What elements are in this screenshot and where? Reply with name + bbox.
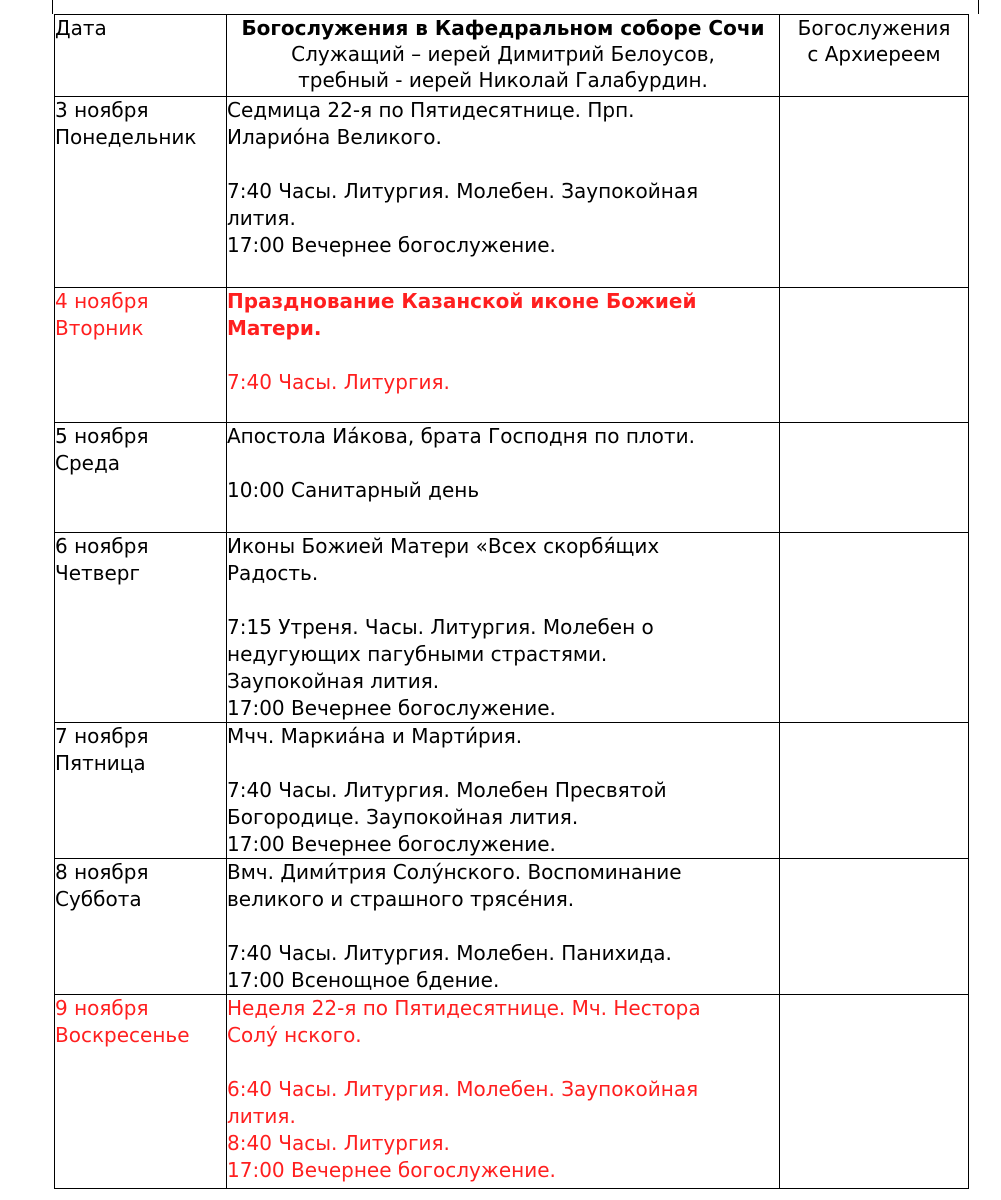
- day-weekday: Пятница: [55, 751, 146, 775]
- service-time-line: 7:15 Утреня. Часы. Литургия. Молебен о: [227, 615, 654, 639]
- bishop-header-line-1: Богослужения: [797, 16, 951, 40]
- feast-title-line: Иконы Божией Матери «Всех скорбя́щих: [227, 534, 660, 558]
- day-row: [55, 288, 969, 423]
- feast-title-line: Радость.: [227, 561, 319, 585]
- service-time-line: 6:40 Часы. Литургия. Молебен. Заупокойная: [227, 1077, 699, 1101]
- day-row: [55, 995, 969, 1189]
- day-date: 9 ноября: [55, 996, 149, 1020]
- day-weekday: Вторник: [55, 316, 144, 340]
- bishop-services-cell: [780, 995, 969, 1189]
- feast-title-line: Солу́ нского.: [227, 1023, 362, 1047]
- service-schedule-table: [54, 14, 969, 1189]
- service-time-line: лития.: [227, 206, 296, 230]
- day-services-cell: [227, 859, 780, 995]
- day-services-cell: [227, 288, 780, 423]
- spacer: [227, 587, 779, 614]
- feast-title-line: Иларио́на Великого.: [227, 125, 442, 149]
- day-services-cell: [227, 533, 780, 723]
- feast-title-line: Апостола Иа́кова, брата Господня по плоти.: [227, 424, 695, 448]
- day-row: [55, 859, 969, 995]
- day-services-cell: [227, 423, 780, 533]
- service-time-line: 7:40 Часы. Литургия. Молебен. Панихида.: [227, 941, 672, 965]
- table-top-right-border: [978, 0, 979, 14]
- feast-title-line: Празднование Казанской иконе Божией: [227, 289, 697, 313]
- cathedral-services-header: [227, 15, 780, 97]
- bishop-services-cell: [780, 533, 969, 723]
- day-services-cell: [227, 97, 780, 288]
- day-weekday: Воскресенье: [55, 1023, 190, 1047]
- day-date: 8 ноября: [55, 860, 149, 884]
- feast-title-line: великого и страшного трясе́ния.: [227, 887, 575, 911]
- day-row: [55, 97, 969, 288]
- day-date-cell: [55, 995, 227, 1189]
- day-date-cell: [55, 533, 227, 723]
- feast-title-line: Вмч. Дими́трия Солу́нского. Воспоминание: [227, 860, 682, 884]
- bishop-services-cell: [780, 723, 969, 859]
- spacer: [227, 450, 779, 477]
- spacer: [227, 1049, 779, 1076]
- header-row: [55, 15, 969, 97]
- service-time-line: 10:00 Санитарный день: [227, 478, 480, 502]
- day-date: 7 ноября: [55, 724, 149, 748]
- service-time-line: лития.: [227, 1104, 296, 1128]
- feast-title-line: Матери.: [227, 316, 322, 340]
- spacer: [227, 913, 779, 940]
- day-services-cell: [227, 995, 780, 1189]
- service-time-line: 17:00 Вечернее богослужение.: [227, 1158, 556, 1182]
- service-time-line: 17:00 Всенощное бдение.: [227, 968, 500, 992]
- spacer: [227, 342, 779, 369]
- day-date: 5 ноября: [55, 424, 149, 448]
- cathedral-services-title: Богослужения в Кафедральном соборе Сочи: [241, 16, 765, 40]
- day-weekday: Среда: [55, 451, 121, 475]
- day-weekday: Понедельник: [55, 125, 197, 149]
- day-date: 6 ноября: [55, 534, 149, 558]
- day-row: [55, 423, 969, 533]
- day-row: [55, 533, 969, 723]
- service-time-line: недугующих пагубными страстями.: [227, 642, 608, 666]
- bishop-services-cell: [780, 859, 969, 995]
- service-time-line: 17:00 Вечернее богослужение.: [227, 233, 556, 257]
- day-date-cell: [55, 423, 227, 533]
- service-time-line: 17:00 Вечернее богослужение.: [227, 832, 556, 856]
- day-date: 3 ноября: [55, 98, 149, 122]
- service-time-line: 7:40 Часы. Литургия. Молебен Пресвятой: [227, 778, 667, 802]
- day-services-cell: [227, 723, 780, 859]
- day-row: [55, 723, 969, 859]
- bishop-services-cell: [780, 97, 969, 288]
- date-column-header: Дата: [55, 15, 227, 97]
- schedule-body: [55, 97, 969, 1189]
- day-date-cell: [55, 723, 227, 859]
- duty-priest-line: требный - иерей Николай Галабурдин.: [298, 68, 708, 92]
- feast-title-line: Седмица 22-я по Пятидесятнице. Прп.: [227, 98, 635, 122]
- service-time-line: 8:40 Часы. Литургия.: [227, 1131, 450, 1155]
- day-date: 4 ноября: [55, 289, 149, 313]
- day-date-cell: [55, 288, 227, 423]
- service-time-line: Заупокойная лития.: [227, 669, 440, 693]
- feast-title-line: Мчч. Маркиа́на и Марти́рия.: [227, 724, 523, 748]
- day-weekday: Суббота: [55, 887, 142, 911]
- day-weekday: Четверг: [55, 561, 140, 585]
- bishop-services-cell: [780, 423, 969, 533]
- feast-title-line: Неделя 22-я по Пятидесятнице. Мч. Нестора: [227, 996, 701, 1020]
- bishop-header-line-2: с Архиереем: [807, 42, 941, 66]
- service-time-line: 7:40 Часы. Литургия.: [227, 370, 450, 394]
- service-time-line: Богородице. Заупокойная лития.: [227, 805, 579, 829]
- bishop-services-cell: [780, 288, 969, 423]
- day-date-cell: [55, 97, 227, 288]
- day-date-cell: [55, 859, 227, 995]
- table-top-left-border: [52, 0, 53, 14]
- spacer: [227, 151, 779, 178]
- service-time-line: 17:00 Вечернее богослужение.: [227, 696, 556, 720]
- bishop-services-header: [780, 15, 969, 97]
- serving-priest-line: Служащий – иерей Димитрий Белоусов,: [291, 42, 715, 66]
- service-time-line: 7:40 Часы. Литургия. Молебен. Заупокойная: [227, 179, 699, 203]
- spacer: [227, 750, 779, 777]
